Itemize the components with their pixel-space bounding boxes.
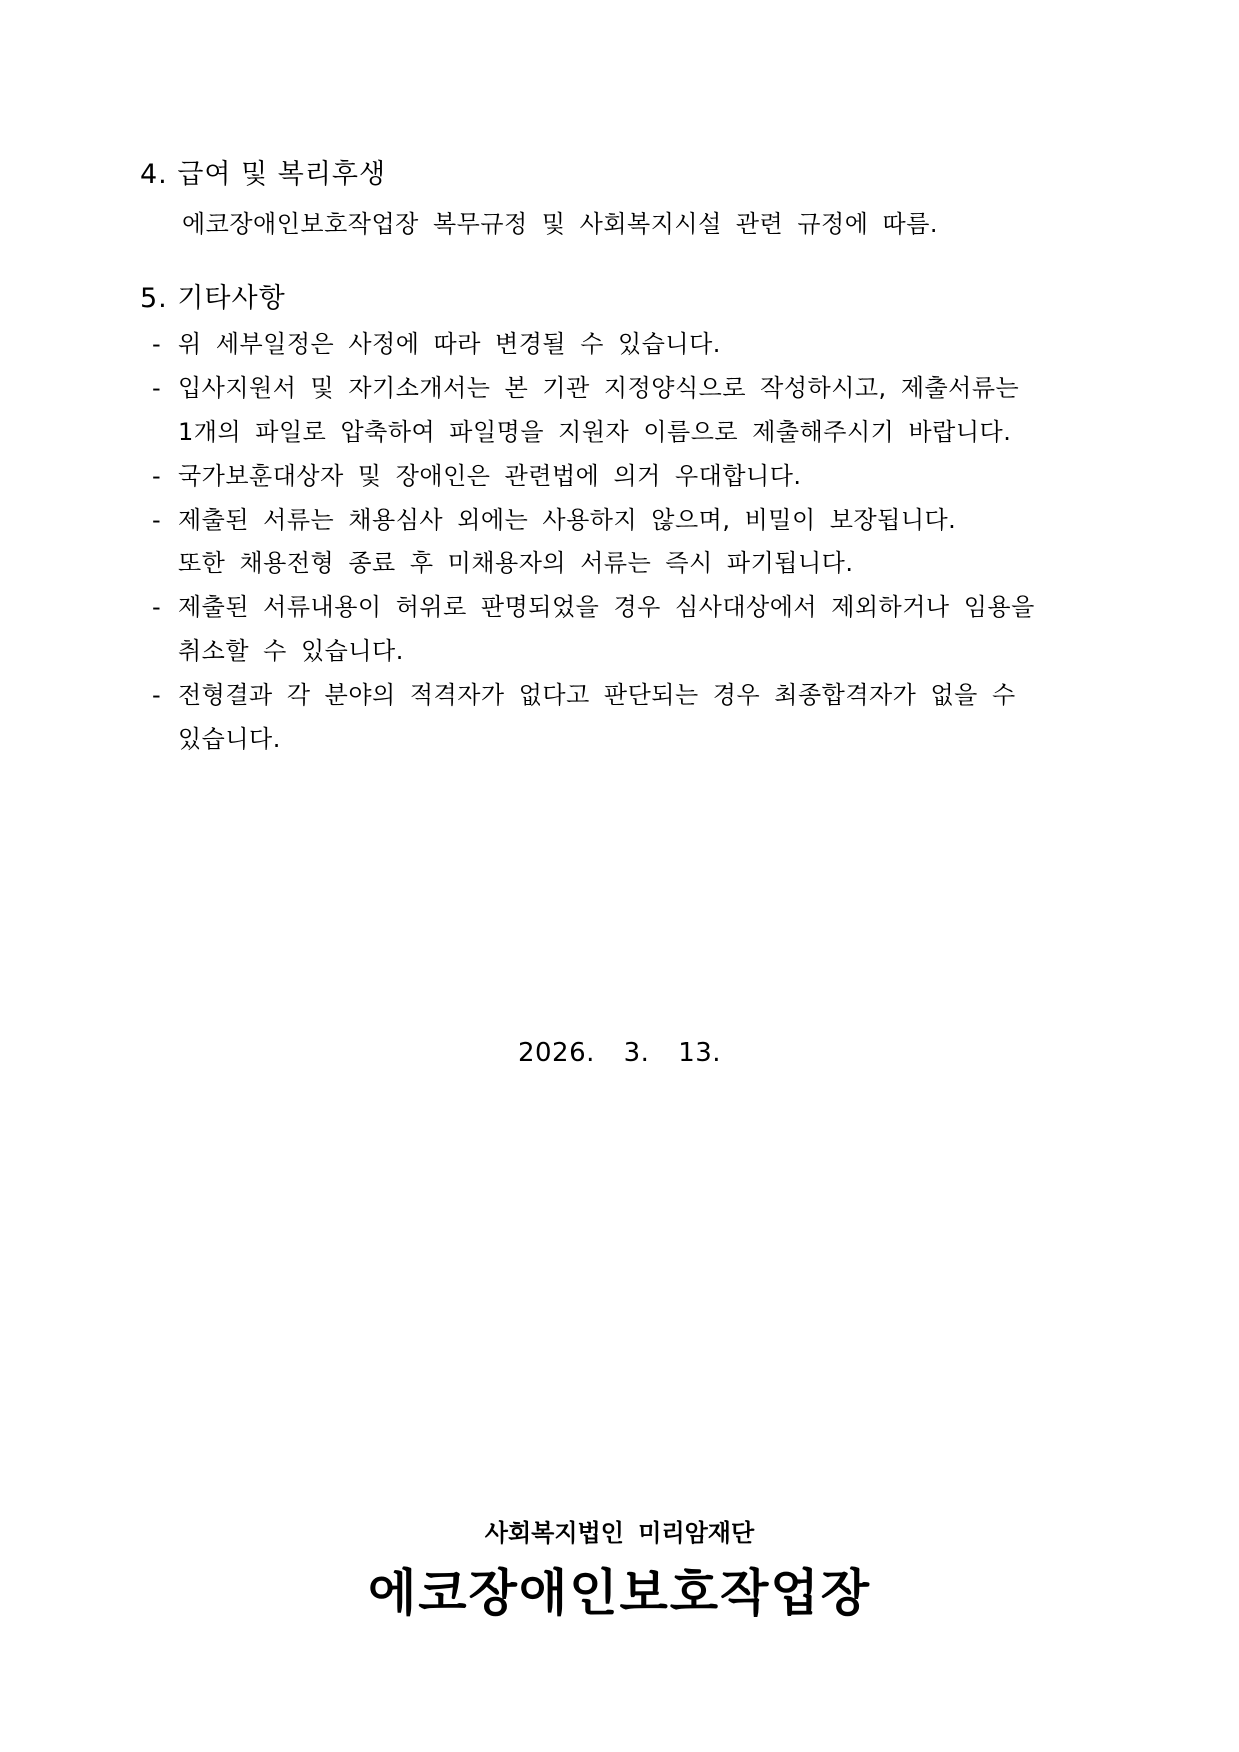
bullet-dash: - [152,506,162,534]
list-item [152,456,802,491]
list-item-text: 제출된 서류는 채용심사 외에는 사용하지 않으며, 비밀이 보장됩니다. [178,506,957,534]
section-heading-other-notes: 5. 기타사항 [140,283,286,314]
section-heading-benefits: 4. 급여 및 복리후생 [140,159,387,190]
list-item [152,675,1016,710]
organization-name: 에코장애인보호작업장 [368,1564,871,1622]
announcement-date: 2026. 3. 13. [517,1038,722,1068]
bullet-dash: - [152,462,162,490]
list-item-text: 입사지원서 및 자기소개서는 본 기관 지정양식으로 작성하시고, 제출서류는 [178,374,1020,402]
list-item-continuation: 또한 채용전형 종료 후 미채용자의 서류는 즉시 파기됩니다. [178,549,854,577]
bullet-dash: - [152,374,162,402]
bullet-dash: - [152,681,162,709]
list-item-continuation: 있습니다. [178,725,281,753]
list-item [152,500,956,535]
bullet-dash: - [152,593,162,621]
list-item [152,587,1035,622]
bullet-dash: - [152,330,162,358]
list-item-text: 위 세부일정은 사정에 따라 변경될 수 있습니다. [178,330,721,358]
list-item-continuation: 1개의 파일로 압축하여 파일명을 지원자 이름으로 제출해주시기 바랍니다. [178,418,1012,446]
list-item [152,368,1019,403]
organization-subtitle: 사회복지법인 미리암재단 [484,1519,755,1547]
list-item-text: 국가보훈대상자 및 장애인은 관련법에 의거 우대합니다. [178,462,802,490]
list-item [152,324,721,359]
list-item-continuation: 취소할 수 있습니다. [178,637,404,665]
list-item-text: 전형결과 각 분야의 적격자가 없다고 판단되는 경우 최종합격자가 없을 수 [178,681,1016,709]
list-item-text: 제출된 서류내용이 허위로 판명되었을 경우 심사대상에서 제외하거나 임용을 [178,593,1035,621]
benefits-text: 에코장애인보호작업장 복무규정 및 사회복지시설 관련 규정에 따름. [182,210,939,238]
